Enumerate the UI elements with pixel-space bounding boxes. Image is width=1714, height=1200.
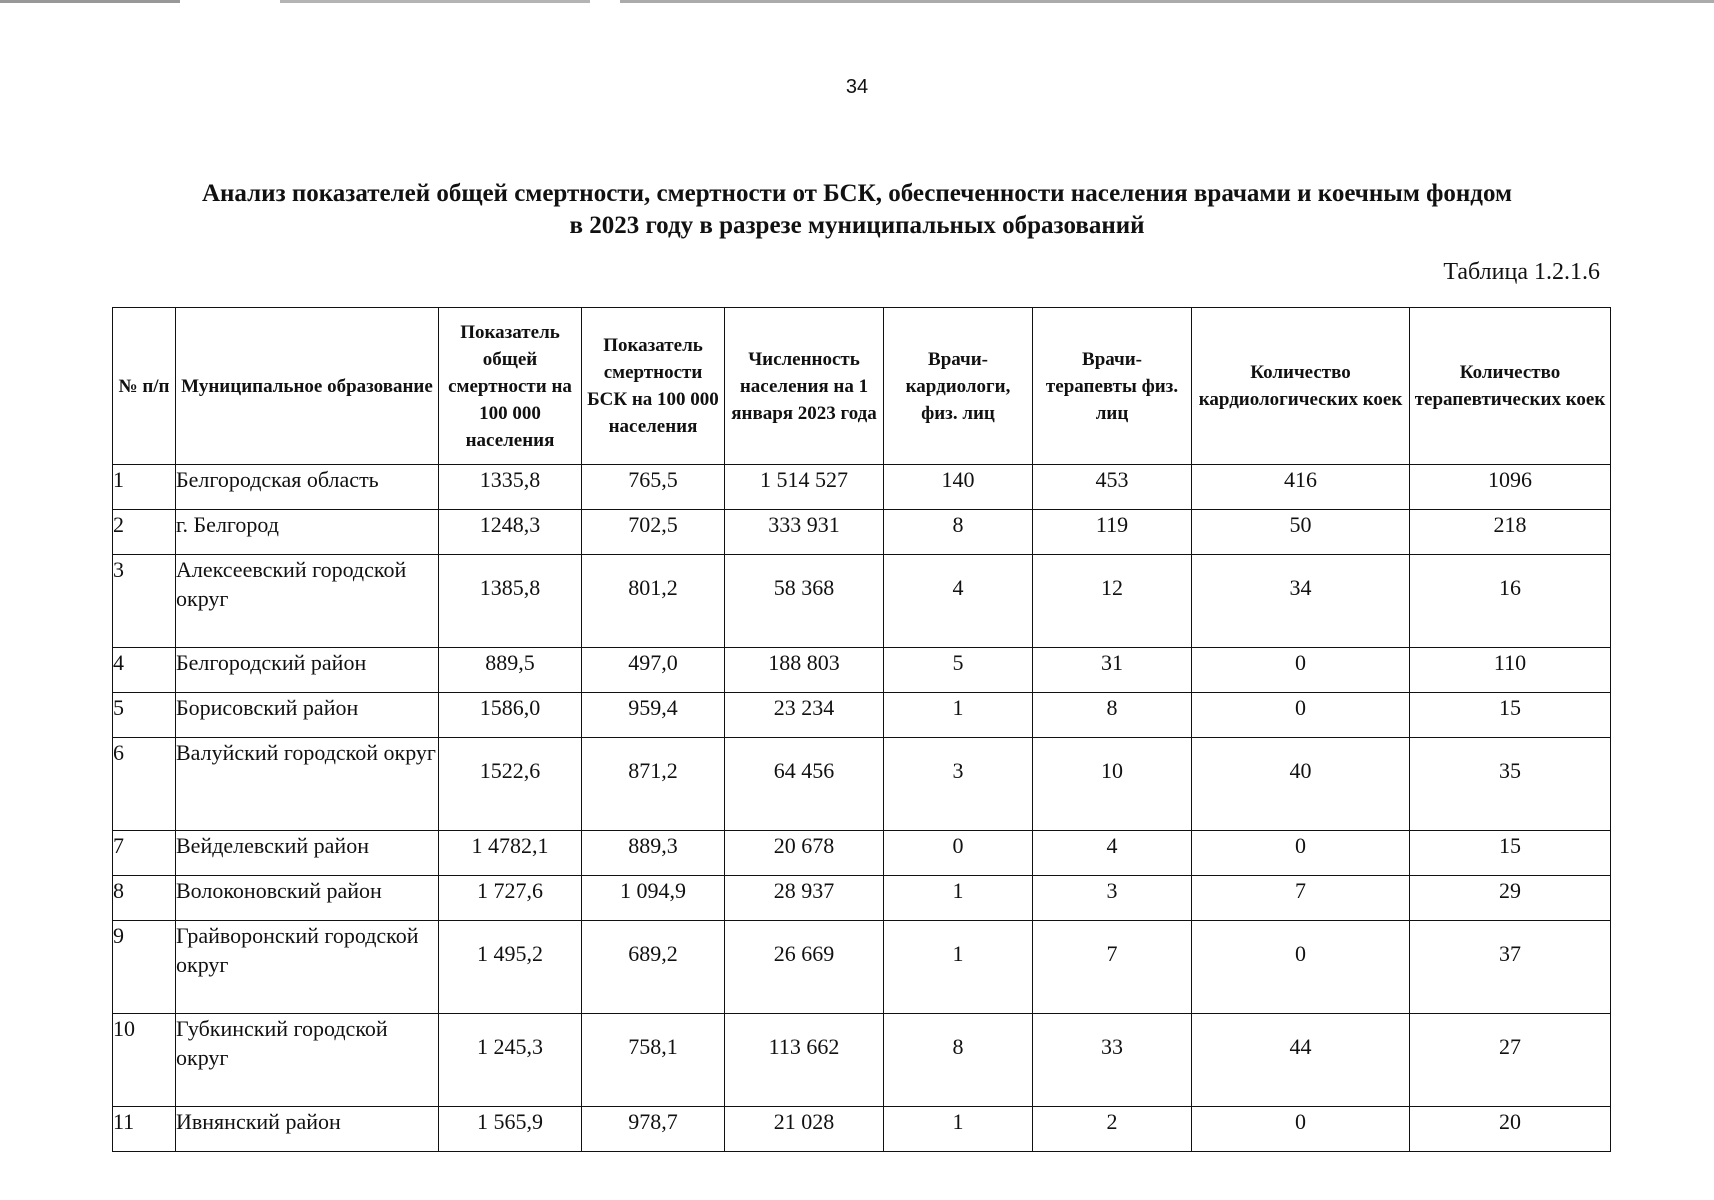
header-municipality: Муниципальное образование bbox=[176, 308, 439, 465]
population-value: 26 669 bbox=[725, 921, 884, 1014]
bsk-mortality-value: 978,7 bbox=[582, 1107, 725, 1152]
table-row bbox=[113, 555, 1611, 648]
population-value: 188 803 bbox=[725, 648, 884, 693]
therapists-value: 453 bbox=[1033, 465, 1192, 510]
header-population: Численность населения на 1 января 2023 года bbox=[725, 308, 884, 465]
page-number: 34 bbox=[845, 76, 869, 98]
general-mortality-value: 1586,0 bbox=[439, 693, 582, 738]
row-number: 1 bbox=[113, 465, 176, 510]
municipality-name: Волоконовский район bbox=[176, 876, 439, 921]
cardiologists-value: 140 bbox=[884, 465, 1033, 510]
municipality-name: Грайворонский городской округ bbox=[176, 921, 439, 1014]
cardiologists-value: 8 bbox=[884, 1014, 1033, 1107]
cardio-beds-value: 7 bbox=[1192, 876, 1410, 921]
row-number: 10 bbox=[113, 1014, 176, 1107]
row-number: 9 bbox=[113, 921, 176, 1014]
row-number: 6 bbox=[113, 738, 176, 831]
therapists-value: 3 bbox=[1033, 876, 1192, 921]
general-mortality-value: 1 245,3 bbox=[439, 1014, 582, 1107]
bsk-mortality-value: 702,5 bbox=[582, 510, 725, 555]
municipality-name: Борисовский район bbox=[176, 693, 439, 738]
table-body bbox=[113, 465, 1611, 1152]
header-therapy-beds: Количество терапевтических коек bbox=[1410, 308, 1611, 465]
table-row bbox=[113, 876, 1611, 921]
document-title-line-2: в 2023 году в разрезе муниципальных образований bbox=[569, 212, 1145, 239]
row-number: 3 bbox=[113, 555, 176, 648]
therapy-beds-value: 35 bbox=[1410, 738, 1611, 831]
therapists-value: 33 bbox=[1033, 1014, 1192, 1107]
general-mortality-value: 1 495,2 bbox=[439, 921, 582, 1014]
bsk-mortality-value: 959,4 bbox=[582, 693, 725, 738]
municipality-name: Ивнянский район bbox=[176, 1107, 439, 1152]
population-value: 64 456 bbox=[725, 738, 884, 831]
therapists-value: 31 bbox=[1033, 648, 1192, 693]
cardiologists-value: 8 bbox=[884, 510, 1033, 555]
cardio-beds-value: 0 bbox=[1192, 693, 1410, 738]
therapy-beds-value: 15 bbox=[1410, 693, 1611, 738]
cardiologists-value: 1 bbox=[884, 1107, 1033, 1152]
general-mortality-value: 1 4782,1 bbox=[439, 831, 582, 876]
table-row bbox=[113, 693, 1611, 738]
table-row bbox=[113, 738, 1611, 831]
document-title-line-1: Анализ показателей общей смертности, смертности от БСК, обеспеченности населения врачами и коечным фондом bbox=[201, 180, 1513, 207]
row-number: 4 bbox=[113, 648, 176, 693]
table-caption: Таблица 1.2.1.6 bbox=[1443, 259, 1600, 285]
therapy-beds-value: 37 bbox=[1410, 921, 1611, 1014]
cardiologists-value: 1 bbox=[884, 693, 1033, 738]
cardiologists-value: 1 bbox=[884, 876, 1033, 921]
population-value: 28 937 bbox=[725, 876, 884, 921]
table-row bbox=[113, 1014, 1611, 1107]
general-mortality-value: 1385,8 bbox=[439, 555, 582, 648]
municipality-name: Валуйский городской округ bbox=[176, 738, 439, 831]
municipality-name: Белгородский район bbox=[176, 648, 439, 693]
row-number: 5 bbox=[113, 693, 176, 738]
therapists-value: 8 bbox=[1033, 693, 1192, 738]
table-row bbox=[113, 465, 1611, 510]
document-title bbox=[0, 178, 1714, 242]
scan-edge-line bbox=[0, 0, 1714, 3]
bsk-mortality-value: 889,3 bbox=[582, 831, 725, 876]
cardio-beds-value: 40 bbox=[1192, 738, 1410, 831]
table-row bbox=[113, 831, 1611, 876]
therapy-beds-value: 218 bbox=[1410, 510, 1611, 555]
table-header-row bbox=[113, 308, 1611, 465]
therapy-beds-value: 16 bbox=[1410, 555, 1611, 648]
cardiologists-value: 3 bbox=[884, 738, 1033, 831]
bsk-mortality-value: 1 094,9 bbox=[582, 876, 725, 921]
general-mortality-value: 1 727,6 bbox=[439, 876, 582, 921]
therapy-beds-value: 29 bbox=[1410, 876, 1611, 921]
bsk-mortality-value: 758,1 bbox=[582, 1014, 725, 1107]
population-value: 21 028 bbox=[725, 1107, 884, 1152]
general-mortality-value: 1522,6 bbox=[439, 738, 582, 831]
header-bsk-mortality: Показатель смертности БСК на 100 000 населения bbox=[582, 308, 725, 465]
therapists-value: 12 bbox=[1033, 555, 1192, 648]
cardio-beds-value: 0 bbox=[1192, 921, 1410, 1014]
population-value: 23 234 bbox=[725, 693, 884, 738]
therapists-value: 4 bbox=[1033, 831, 1192, 876]
therapy-beds-value: 110 bbox=[1410, 648, 1611, 693]
table-row bbox=[113, 648, 1611, 693]
row-number: 11 bbox=[113, 1107, 176, 1152]
cardiologists-value: 1 bbox=[884, 921, 1033, 1014]
header-number: № п/п bbox=[113, 308, 176, 465]
population-value: 58 368 bbox=[725, 555, 884, 648]
municipality-name: Белгородская область bbox=[176, 465, 439, 510]
population-value: 20 678 bbox=[725, 831, 884, 876]
row-number: 2 bbox=[113, 510, 176, 555]
cardio-beds-value: 44 bbox=[1192, 1014, 1410, 1107]
table-row bbox=[113, 1107, 1611, 1152]
municipality-name: Алексеевский городской округ bbox=[176, 555, 439, 648]
cardio-beds-value: 34 bbox=[1192, 555, 1410, 648]
cardio-beds-value: 416 bbox=[1192, 465, 1410, 510]
bsk-mortality-value: 765,5 bbox=[582, 465, 725, 510]
general-mortality-value: 1335,8 bbox=[439, 465, 582, 510]
table-row bbox=[113, 510, 1611, 555]
row-number: 7 bbox=[113, 831, 176, 876]
cardio-beds-value: 0 bbox=[1192, 831, 1410, 876]
header-general-mortality: Показатель общей смертности на 100 000 населения bbox=[439, 308, 582, 465]
bsk-mortality-value: 801,2 bbox=[582, 555, 725, 648]
row-number: 8 bbox=[113, 876, 176, 921]
therapists-value: 10 bbox=[1033, 738, 1192, 831]
bsk-mortality-value: 497,0 bbox=[582, 648, 725, 693]
table-row bbox=[113, 921, 1611, 1014]
municipality-name: Вейделевский район bbox=[176, 831, 439, 876]
cardiologists-value: 4 bbox=[884, 555, 1033, 648]
header-cardio-beds: Количество кардиологических коек bbox=[1192, 308, 1410, 465]
bsk-mortality-value: 689,2 bbox=[582, 921, 725, 1014]
cardio-beds-value: 50 bbox=[1192, 510, 1410, 555]
general-mortality-value: 1 565,9 bbox=[439, 1107, 582, 1152]
population-value: 333 931 bbox=[725, 510, 884, 555]
cardiologists-value: 0 bbox=[884, 831, 1033, 876]
population-value: 1 514 527 bbox=[725, 465, 884, 510]
cardio-beds-value: 0 bbox=[1192, 1107, 1410, 1152]
header-therapists: Врачи-терапевты физ. лиц bbox=[1033, 308, 1192, 465]
general-mortality-value: 1248,3 bbox=[439, 510, 582, 555]
cardiologists-value: 5 bbox=[884, 648, 1033, 693]
header-cardiologists: Врачи-кардиологи, физ. лиц bbox=[884, 308, 1033, 465]
municipality-name: г. Белгород bbox=[176, 510, 439, 555]
therapy-beds-value: 20 bbox=[1410, 1107, 1611, 1152]
bsk-mortality-value: 871,2 bbox=[582, 738, 725, 831]
therapy-beds-value: 15 bbox=[1410, 831, 1611, 876]
cardio-beds-value: 0 bbox=[1192, 648, 1410, 693]
therapists-value: 119 bbox=[1033, 510, 1192, 555]
general-mortality-value: 889,5 bbox=[439, 648, 582, 693]
therapy-beds-value: 1096 bbox=[1410, 465, 1611, 510]
municipal-indicators-table bbox=[112, 307, 1611, 1152]
therapists-value: 2 bbox=[1033, 1107, 1192, 1152]
therapy-beds-value: 27 bbox=[1410, 1014, 1611, 1107]
therapists-value: 7 bbox=[1033, 921, 1192, 1014]
municipality-name: Губкинский городской округ bbox=[176, 1014, 439, 1107]
population-value: 113 662 bbox=[725, 1014, 884, 1107]
